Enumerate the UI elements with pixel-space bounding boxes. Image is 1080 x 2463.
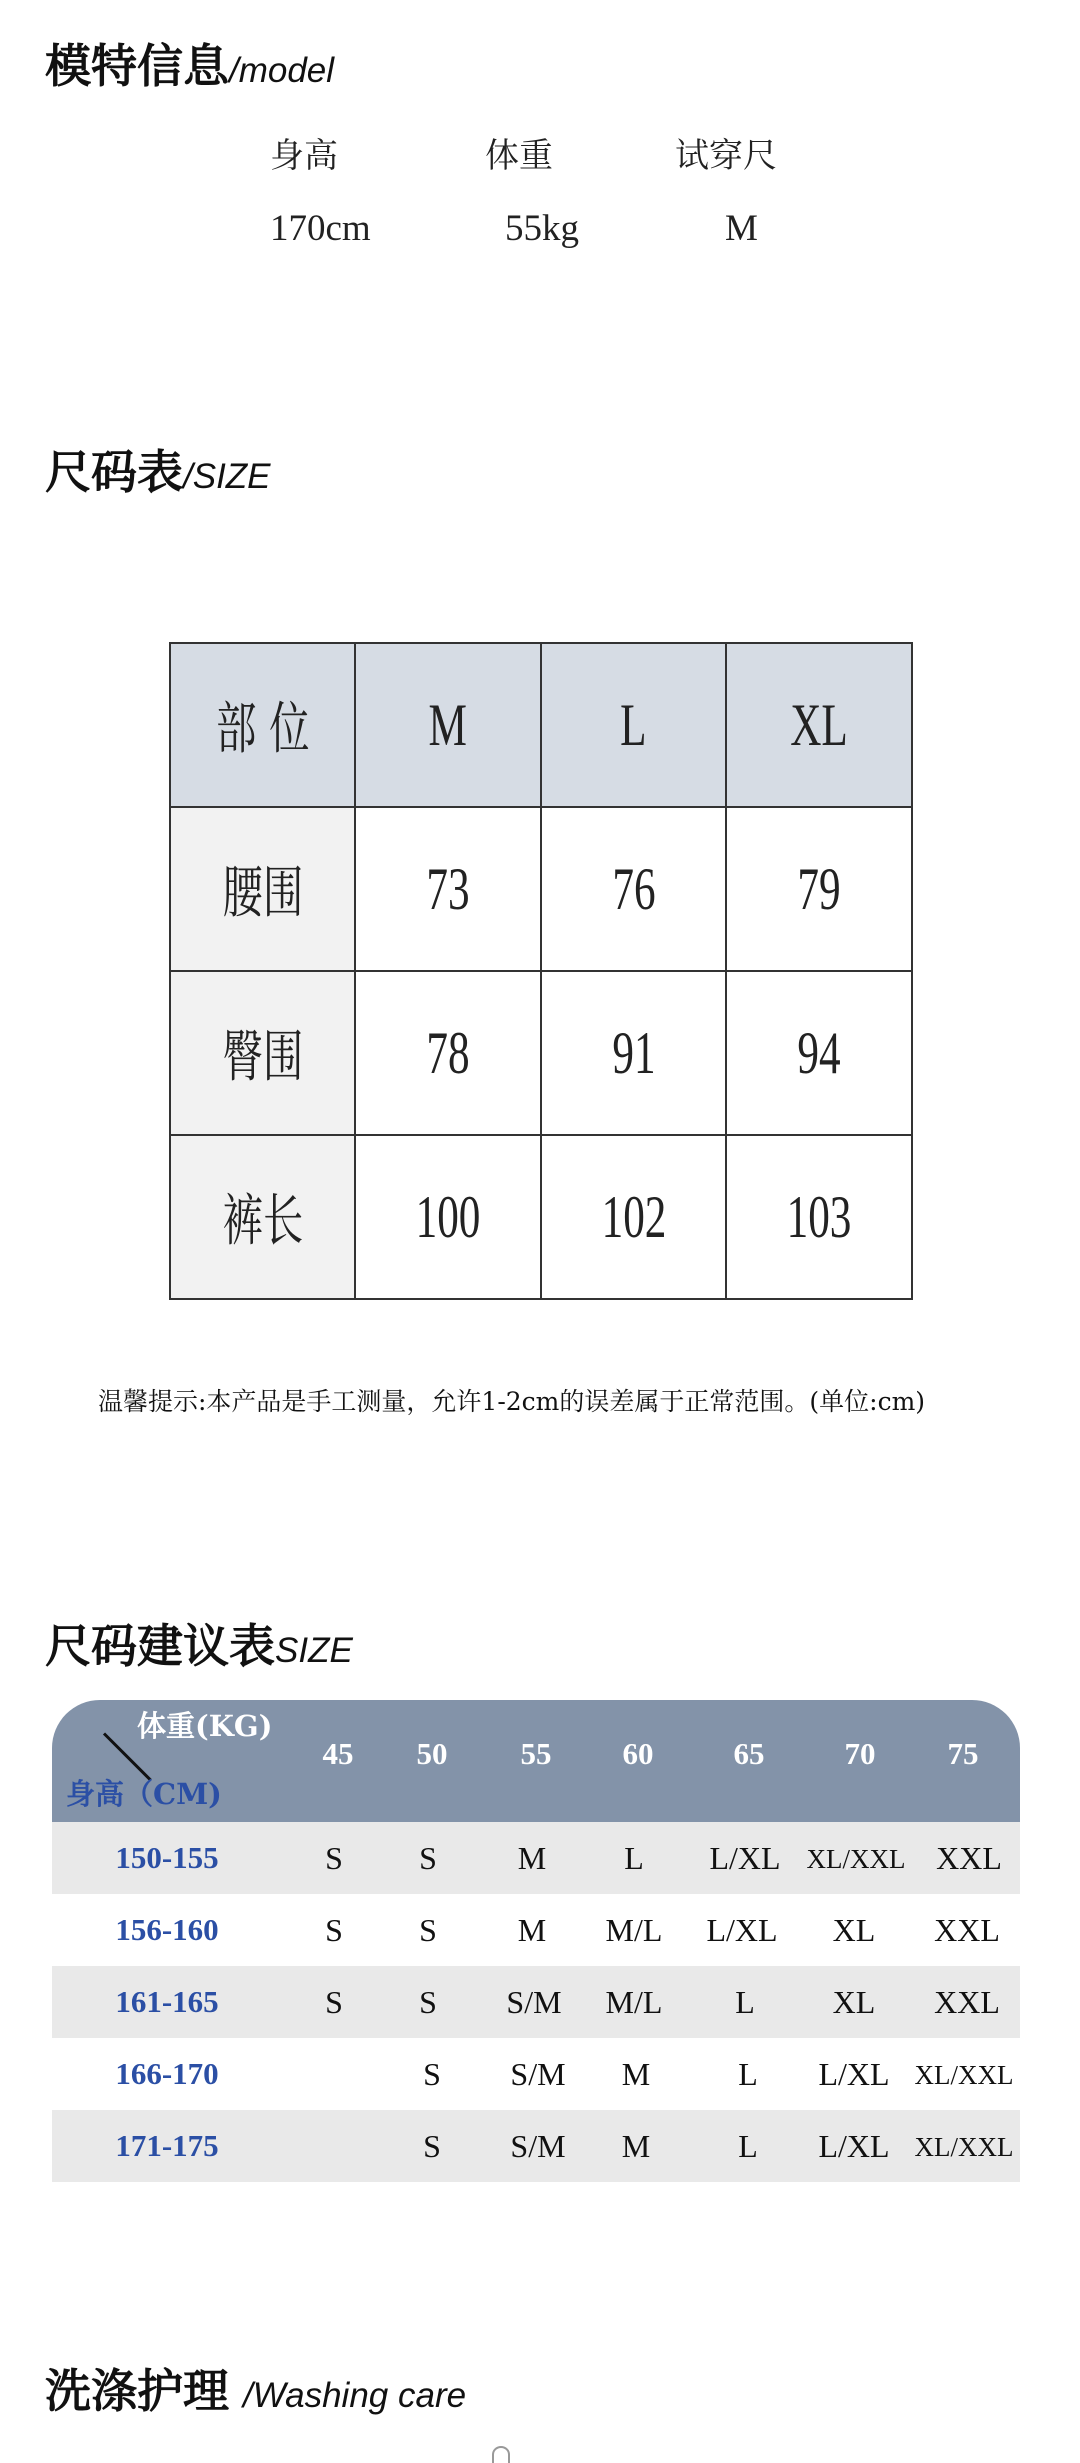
weight-col: 60	[622, 1736, 654, 1771]
size-cell: S	[419, 1840, 437, 1876]
size-chart-row	[170, 1135, 912, 1299]
size-cell: S/M	[510, 2128, 566, 2164]
size-cell: M/L	[605, 1912, 663, 1948]
height-range: 171-175	[115, 2128, 219, 2163]
size-cell: M	[621, 2056, 651, 2092]
size-cell: XL/XXL	[806, 1844, 906, 1874]
recommendation-row	[52, 1894, 1020, 1966]
weight-col: 65	[733, 1736, 765, 1771]
model-header-height: 身高	[270, 136, 338, 176]
model-header-size: 试穿尺	[675, 136, 777, 176]
size-chart-cell: 94	[726, 971, 912, 1135]
height-label: 身高（CM)	[66, 1777, 222, 1811]
size-chart-row	[170, 807, 912, 971]
washing-title-en: /Washing care	[243, 2376, 467, 2415]
size-cell: S	[423, 2056, 441, 2092]
recommendation-row	[52, 2110, 1020, 2182]
size-cell: XL/XXL	[914, 2132, 1014, 2162]
size-cell: XL	[832, 1912, 876, 1948]
size-cell: L/XL	[709, 1840, 781, 1876]
size-chart-cell: 102	[541, 1135, 727, 1299]
size-cell: L/XL	[818, 2128, 890, 2164]
size-chart-cell: 78	[355, 971, 541, 1135]
size-chart-cell: 79	[726, 807, 912, 971]
size-cell: S	[325, 1840, 343, 1876]
size-cell: S/M	[506, 1984, 562, 2020]
size-chart-header-m: M	[355, 643, 541, 807]
size-cell: XL/XXL	[914, 2060, 1014, 2090]
size-cell: L	[738, 2128, 758, 2164]
weight-col: 45	[322, 1736, 354, 1771]
model-info-table	[270, 128, 920, 250]
model-title-en: /model	[229, 51, 335, 90]
size-chart-header-part: 部 位	[170, 643, 355, 807]
size-cell: L	[738, 2056, 758, 2092]
size-cell: S/M	[510, 2056, 566, 2092]
recommend-title-zh: 尺码建议表	[45, 1619, 275, 1673]
size-chart-cell: 103	[726, 1135, 912, 1299]
size-cell: L/XL	[706, 1912, 778, 1948]
height-range: 161-165	[115, 1984, 219, 2019]
size-chart-cell: 73	[355, 807, 541, 971]
height-range: 156-160	[115, 1912, 219, 1947]
measurement-note: 温馨提示:本产品是手工测量，允许1-2cm的误差属于正常范围。(单位:cm)	[98, 1387, 926, 1416]
height-range: 150-155	[115, 1840, 219, 1875]
size-chart-row-label: 腰围	[170, 807, 355, 971]
height-range: 166-170	[115, 2056, 219, 2091]
weight-col: 75	[947, 1736, 979, 1771]
size-cell: L	[735, 1984, 755, 2020]
size-chart-table	[169, 642, 913, 1300]
size-cell: XL	[832, 1984, 876, 2020]
washing-section-title	[45, 2355, 466, 2421]
size-chart-header-xl: XL	[726, 643, 912, 807]
size-chart-cell: 91	[541, 971, 727, 1135]
model-value-size: M	[725, 208, 758, 249]
size-title-en: /SIZE	[183, 457, 271, 496]
recommend-section-title	[45, 1610, 353, 1676]
washing-title-zh: 洗涤护理	[45, 2364, 229, 2418]
model-header-weight: 体重	[485, 136, 553, 176]
weight-col: 55	[520, 1736, 552, 1771]
size-cell: S	[419, 1984, 437, 2020]
weight-label: 体重(KG)	[137, 1709, 273, 1743]
size-chart-header-row	[170, 643, 912, 807]
model-value-height: 170cm	[270, 208, 371, 249]
recommendation-row	[52, 1966, 1020, 2038]
size-cell: L	[624, 1840, 644, 1876]
size-chart-row-label: 臀围	[170, 971, 355, 1135]
size-cell: XXL	[934, 1912, 1000, 1948]
size-cell: L/XL	[818, 2056, 890, 2092]
size-title-zh: 尺码表	[45, 445, 183, 499]
size-cell: S	[325, 1984, 343, 2020]
recommendation-header	[52, 1700, 1020, 1822]
size-section-title	[45, 436, 271, 502]
model-section-title	[45, 30, 334, 96]
size-cell: M	[517, 1840, 547, 1876]
size-recommendation-table	[52, 1700, 1020, 2182]
size-cell: S	[423, 2128, 441, 2164]
size-cell: M	[621, 2128, 651, 2164]
size-cell: M/L	[605, 1984, 663, 2020]
size-chart-row-label: 裤长	[170, 1135, 355, 1299]
size-chart-cell: 100	[355, 1135, 541, 1299]
size-cell: S	[419, 1912, 437, 1948]
recommend-title-en: SIZE	[275, 1631, 353, 1670]
weight-col: 70	[844, 1736, 876, 1771]
size-cell: M	[517, 1912, 547, 1948]
size-cell: S	[325, 1912, 343, 1948]
size-chart-row	[170, 971, 912, 1135]
recommendation-row	[52, 1822, 1020, 1894]
size-chart-header-l: L	[541, 643, 727, 807]
partial-icon	[492, 2446, 510, 2463]
model-value-weight: 55kg	[505, 208, 579, 249]
recommendation-row	[52, 2038, 1020, 2110]
size-cell: XXL	[934, 1984, 1000, 2020]
size-cell: XXL	[936, 1840, 1002, 1876]
size-chart-cell: 76	[541, 807, 727, 971]
weight-col: 50	[416, 1736, 448, 1771]
model-title-zh: 模特信息	[45, 39, 229, 93]
